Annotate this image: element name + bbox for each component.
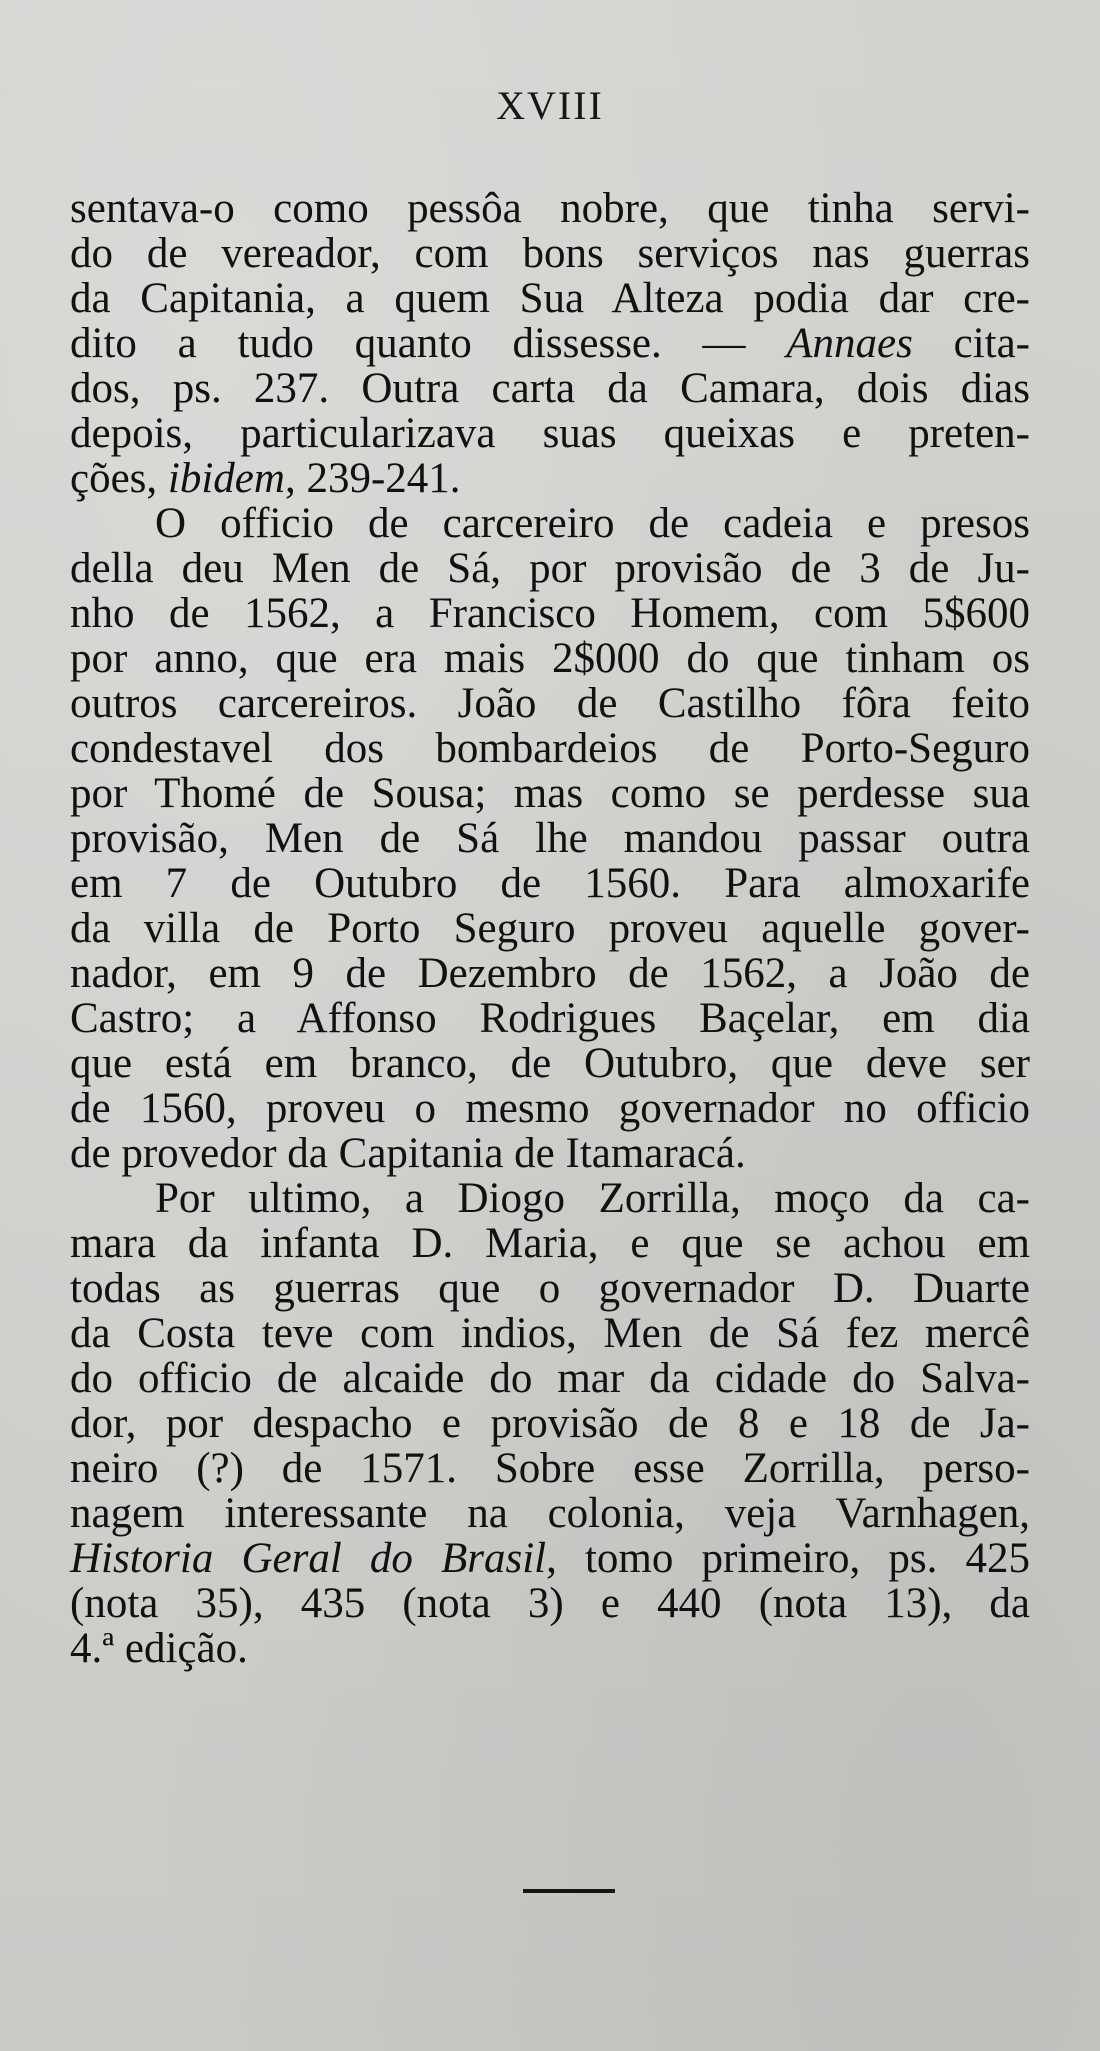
- text-line: dito a tudo quanto dissesse. — Annaes cita-: [70, 320, 1030, 367]
- text-line: do de vereador, com bons serviços nas guerras: [70, 230, 1030, 277]
- text-line: provisão, Men de Sá lhe mandou passar outra: [70, 815, 1030, 862]
- text-line: outros carcereiros. João de Castilho fôra feito: [70, 680, 1030, 727]
- text-line: de provedor da Capitania de Itamaracá.: [70, 1130, 746, 1177]
- text-line: mara da infanta D. Maria, e que se achou em: [70, 1220, 1030, 1267]
- text-line: nho de 1562, a Francisco Homem, com 5$600: [70, 590, 1030, 637]
- text-line: neiro (?) de 1571. Sobre esse Zorrilla, perso-: [70, 1445, 1030, 1492]
- text-line: 4.ª edição.: [70, 1625, 248, 1672]
- text-line: condestavel dos bombardeios de Porto-Seguro: [70, 725, 1030, 772]
- text-line: depois, particularizava suas queixas e preten-: [70, 410, 1030, 457]
- text-line: dor, por despacho e provisão de 8 e 18 de Ja-: [70, 1400, 1030, 1447]
- text-line: della deu Men de Sá, por provisão de 3 de Ju-: [70, 545, 1030, 592]
- text-line: por anno, que era mais 2$000 do que tinham os: [70, 635, 1030, 682]
- text-line: do officio de alcaide do mar da cidade do Salva-: [70, 1355, 1030, 1402]
- text-line: da Costa teve com indios, Men de Sá fez mercê: [70, 1310, 1030, 1357]
- text-line: sentava-o como pessôa nobre, que tinha servi-: [70, 185, 1030, 232]
- text-line: (nota 35), 435 (nota 3) e 440 (nota 13), da: [70, 1580, 1030, 1627]
- text-line: por Thomé de Sousa; mas como se perdesse sua: [70, 770, 1030, 817]
- paragraph-start-line: Por ultimo, a Diogo Zorrilla, moço da ca-: [155, 1175, 1030, 1222]
- section-divider: [523, 1889, 615, 1893]
- text-line: dos, ps. 237. Outra carta da Camara, dois dias: [70, 365, 1030, 412]
- page-number: XVIII: [496, 83, 604, 128]
- text-line: de 1560, proveu o mesmo governador no officio: [70, 1085, 1030, 1132]
- text-line: nagem interessante na colonia, veja Varnhagen,: [70, 1490, 1030, 1537]
- text-line: da Capitania, a quem Sua Alteza podia dar cre-: [70, 275, 1030, 322]
- text-line: ções, ibidem, 239-241.: [70, 455, 461, 502]
- body-text: [70, 186, 1030, 1671]
- text-line: que está em branco, de Outubro, que deve ser: [70, 1040, 1030, 1087]
- text-line: todas as guerras que o governador D. Duarte: [70, 1265, 1030, 1312]
- text-line: em 7 de Outubro de 1560. Para almoxarife: [70, 860, 1030, 907]
- text-line: da villa de Porto Seguro proveu aquelle gover-: [70, 905, 1030, 952]
- text-line: Castro; a Affonso Rodrigues Baçelar, em dia: [70, 995, 1030, 1042]
- text-line: Historia Geral do Brasil, tomo primeiro, ps. 425: [70, 1535, 1030, 1582]
- text-line: nador, em 9 de Dezembro de 1562, a João de: [70, 950, 1030, 997]
- paragraph-start-line: O officio de carcereiro de cadeia e presos: [155, 500, 1030, 547]
